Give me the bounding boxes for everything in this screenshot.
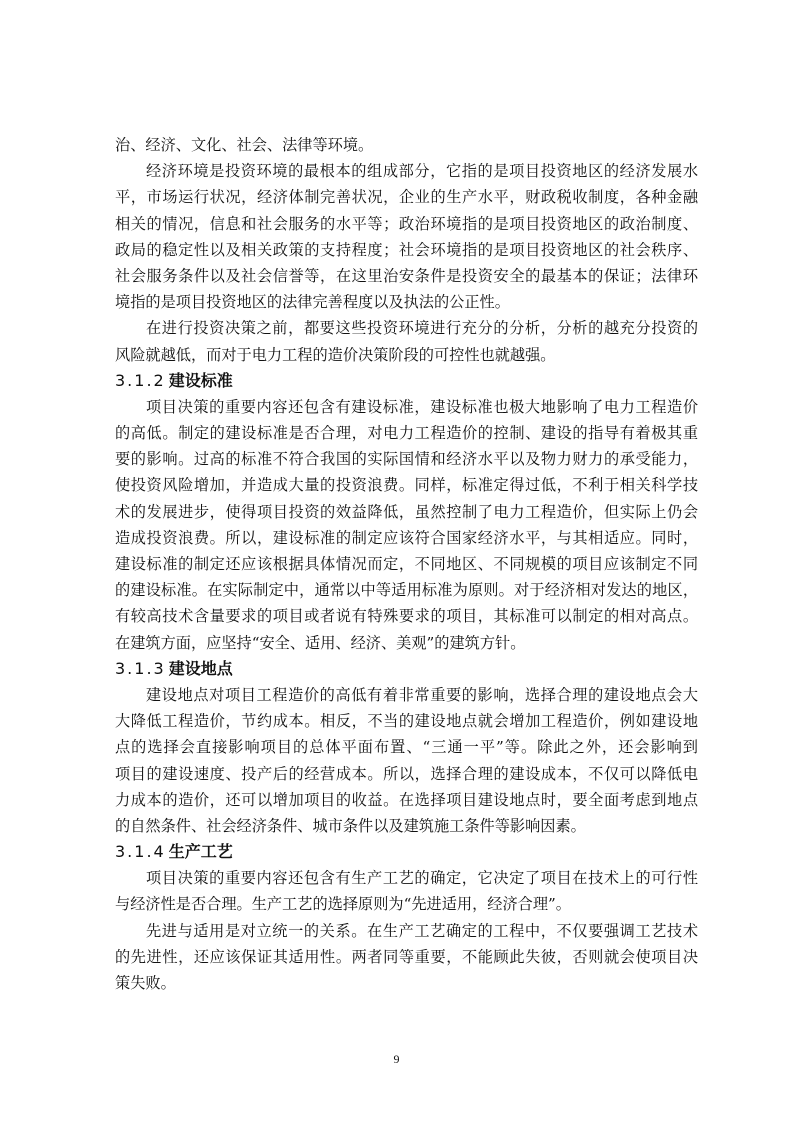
paragraph bbox=[115, 865, 698, 917]
section-heading bbox=[115, 656, 698, 682]
text-line: 的建设标准。在实际制定中，通常以中等适用标准为原则。对于经济相对发达的地区， bbox=[115, 581, 698, 600]
paragraph bbox=[115, 158, 698, 315]
text-line: 社会服务条件以及社会信誉等，在这里治安条件是投资安全的最基本的保证；法律环 bbox=[115, 266, 698, 285]
text-line: 与经济性是否合理。生产工艺的选择原则为“先进适用，经济合理”。 bbox=[115, 895, 571, 914]
text-line: 境指的是项目投资地区的法律完善程度以及执法的公正性。 bbox=[115, 293, 510, 312]
text-line: 力成本的造价，还可以增加项目的收益。在选择项目建设地点时，要全面考虑到地点 bbox=[115, 790, 698, 809]
text-line: 的自然条件、社会经济条件、城市条件以及建筑施工条件等影响因素。 bbox=[115, 816, 586, 835]
section-heading bbox=[115, 839, 698, 865]
text-line: 经济环境是投资环境的最根本的组成部分，它指的是项目投资地区的经济发展水 bbox=[146, 162, 698, 181]
text-line: 建设标准的制定还应该根据具体情况而定，不同地区、不同规模的项目应该制定不同 bbox=[115, 555, 698, 573]
text-line: 要的影响。过高的标准不符合我国的实际国情和经济水平以及物力财力的承受能力， bbox=[115, 450, 698, 469]
text-line: 在建筑方面，应坚持“安全、适用、经济、美观”的建筑方针。 bbox=[115, 633, 526, 652]
text-line: 点的选择会直接影响项目的总体平面布置、“三通一平”等。除此之外，还会影响到 bbox=[115, 738, 698, 757]
text-line: 项目的建设速度、投产后的经营成本。所以，选择合理的建设成本，不仅可以降低电 bbox=[115, 764, 698, 783]
page-number: 9 bbox=[393, 1052, 400, 1066]
section-number: 3.1.4 bbox=[115, 842, 166, 862]
section-number: 3.1.2 bbox=[115, 370, 166, 390]
section-title: 建设地点 bbox=[168, 658, 233, 678]
text-line: 项目决策的重要内容还包含有建设标准，建设标准也极大地影响了电力工程造价 bbox=[146, 397, 698, 416]
text-line: 造成投资浪费。所以，建设标准的制定应该符合国家经济水平，与其相适应。同时， bbox=[115, 528, 698, 547]
text-line: 政局的稳定性以及相关政策的支持程度；社会环境指的是项目投资地区的社会秩序、 bbox=[115, 240, 698, 259]
paragraph bbox=[115, 132, 698, 158]
text-line: 项目决策的重要内容还包含有生产工艺的确定，它决定了项目在技术上的可行性 bbox=[146, 869, 698, 888]
text-line: 大降低工程造价，节约成本。相反，不当的建设地点就会增加工程造价，例如建设地 bbox=[115, 712, 698, 731]
text-line: 平，市场运行状况，经济体制完善状况，企业的生产水平，财政税收制度，各种金融 bbox=[115, 188, 698, 207]
paragraph bbox=[115, 682, 698, 839]
text-line: 策失败。 bbox=[115, 974, 176, 992]
section-title: 生产工艺 bbox=[168, 842, 233, 862]
text-line: 治、经济、文化、社会、法律等环境。 bbox=[115, 136, 374, 154]
section-heading bbox=[115, 368, 698, 394]
text-line: 建设地点对项目工程造价的高低有着非常重要的影响，选择合理的建设地点会大 bbox=[146, 685, 698, 704]
text-line: 的先进性，还应该保证其适用性。两者同等重要，不能顾此失彼，否则就会使项目决 bbox=[115, 947, 698, 966]
text-line: 有较高技术含量要求的项目或者说有特殊要求的项目，其标准可以制定的相对高点。 bbox=[115, 607, 698, 626]
section-number: 3.1.3 bbox=[115, 658, 166, 678]
text-line: 在进行投资决策之前，都要这些投资环境进行充分的分析，分析的越充分投资的 bbox=[146, 319, 698, 338]
paragraph bbox=[115, 918, 698, 997]
text-line: 使投资风险增加，并造成大量的投资浪费。同样，标准定得过低，不利于相关科学技 bbox=[115, 476, 698, 495]
text-line: 先进与适用是对立统一的关系。在生产工艺确定的工程中，不仅要强调工艺技术 bbox=[146, 921, 698, 940]
text-line: 风险就越低，而对于电力工程的造价决策阶段的可控性也就越强。 bbox=[115, 345, 556, 364]
text-line: 的高低。制定的建设标准是否合理，对电力工程造价的控制、建设的指导有着极其重 bbox=[115, 424, 698, 443]
text-line: 术的发展进步，使得项目投资的效益降低，虽然控制了电力工程造价，但实际上仍会 bbox=[115, 502, 698, 521]
section-title: 建设标准 bbox=[168, 370, 233, 390]
paragraph bbox=[115, 315, 698, 367]
paragraph bbox=[115, 394, 698, 656]
body-text bbox=[115, 132, 698, 996]
text-line: 相关的情况，信息和社会服务的水平等；政治环境指的是项目投资地区的政治制度、 bbox=[115, 214, 698, 233]
